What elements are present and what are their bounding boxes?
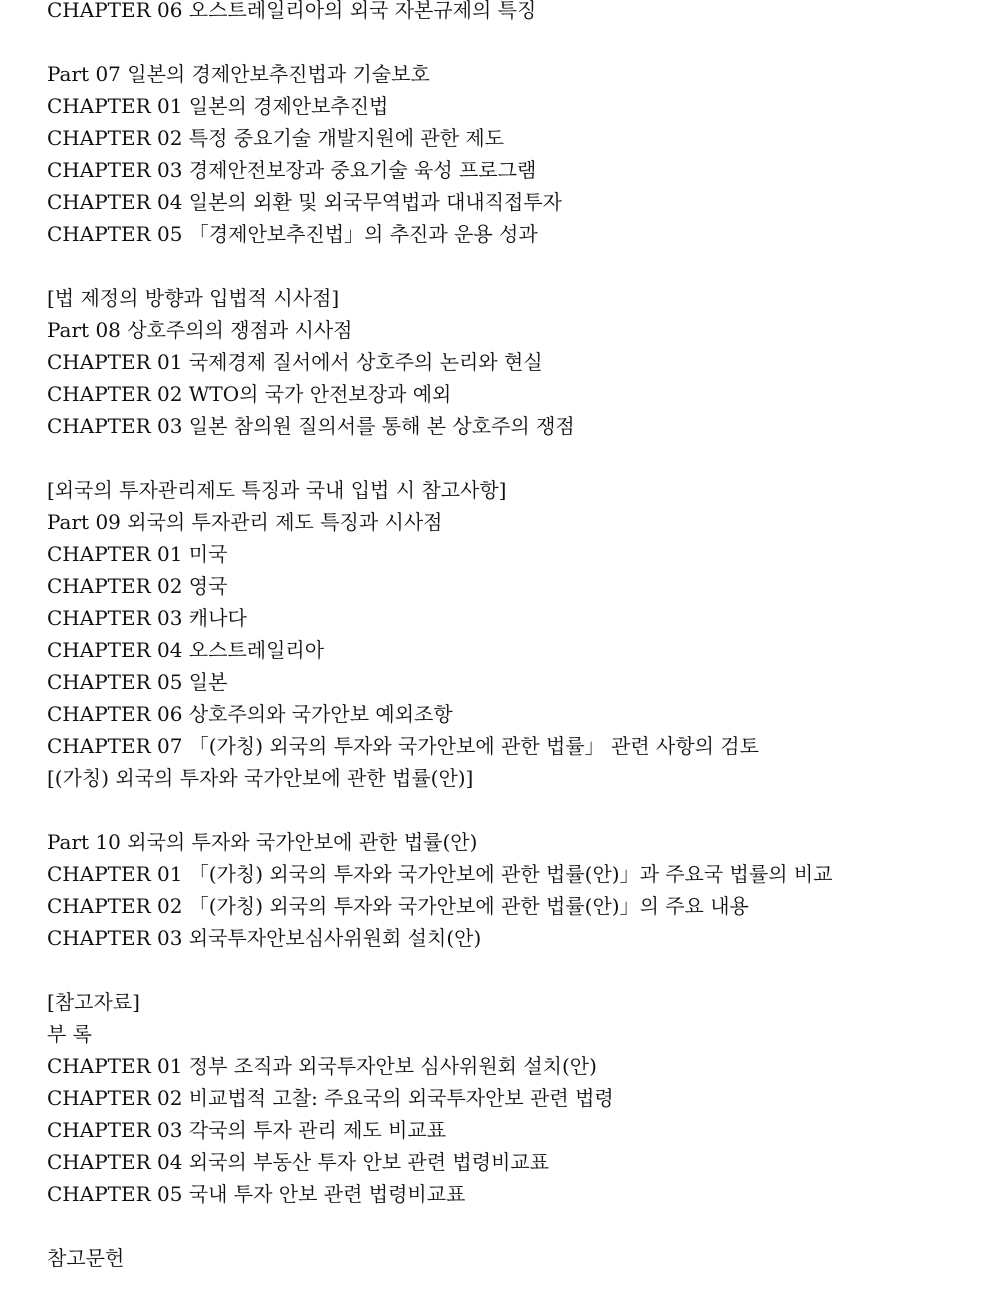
- toc-line-chapter: CHAPTER 05 「경제안보추진법」의 추진과 운용 성과: [47, 222, 538, 246]
- toc-line-chapter: CHAPTER 02 비교법적 고찰: 주요국의 외국투자안보 관련 법령: [47, 1086, 614, 1110]
- toc-line-chapter: CHAPTER 01 정부 조직과 외국투자안보 심사위원회 설치(안): [47, 1054, 597, 1078]
- toc-line-part-heading: Part 08 상호주의의 쟁점과 시사점: [47, 318, 353, 342]
- toc-line-chapter: CHAPTER 01 일본의 경제안보추진법: [47, 94, 389, 118]
- toc-line-chapter: CHAPTER 02 「(가칭) 외국의 투자와 국가안보에 관한 법률(안)」의 주요 내용: [47, 894, 749, 918]
- toc-line-chapter: CHAPTER 04 외국의 부동산 투자 안보 관련 법령비교표: [47, 1150, 550, 1174]
- section-gap: [47, 1210, 977, 1242]
- toc-line-chapter: CHAPTER 04 일본의 외환 및 외국무역법과 대내직접투자: [47, 190, 562, 214]
- toc-line-chapter: CHAPTER 03 경제안전보장과 중요기술 육성 프로그램: [47, 158, 537, 182]
- toc-line-chapter: CHAPTER 03 일본 참의원 질의서를 통해 본 상호주의 쟁점: [47, 414, 575, 438]
- toc-line-chapter: CHAPTER 03 캐나다: [47, 606, 247, 630]
- toc-line-references: 참고문헌: [47, 1246, 125, 1270]
- table-of-contents: [47, 0, 977, 1274]
- toc-line-chapter: CHAPTER 02 영국: [47, 574, 228, 598]
- toc-line-part-heading: Part 09 외국의 투자관리 제도 특징과 시사점: [47, 510, 443, 534]
- section-gap: [47, 250, 977, 282]
- toc-line-chapter: CHAPTER 01 국제경제 질서에서 상호주의 논리와 현실: [47, 350, 543, 374]
- toc-line-section-label: [참고자료]: [47, 990, 140, 1014]
- toc-line-appendix-heading: 부 록: [47, 1022, 92, 1046]
- toc-line-chapter: CHAPTER 06 상호주의와 국가안보 예외조항: [47, 702, 453, 726]
- toc-line-chapter: CHAPTER 04 오스트레일리아: [47, 638, 325, 662]
- toc-line-part-heading: Part 10 외국의 투자와 국가안보에 관한 법률(안): [47, 830, 478, 854]
- section-gap: [47, 954, 977, 986]
- toc-line-section-label: [외국의 투자관리제도 특징과 국내 입법 시 참고사항]: [47, 478, 507, 502]
- section-gap: [47, 442, 977, 474]
- section-gap: [47, 794, 977, 826]
- toc-line-chapter: CHAPTER 03 외국투자안보심사위원회 설치(안): [47, 926, 482, 950]
- toc-line-part-heading: Part 07 일본의 경제안보추진법과 기술보호: [47, 62, 430, 86]
- toc-line-chapter: CHAPTER 01 미국: [47, 542, 228, 566]
- toc-line-chapter: CHAPTER 02 특정 중요기술 개발지원에 관한 제도: [47, 126, 505, 150]
- section-gap: [47, 26, 977, 58]
- toc-line-chapter: CHAPTER 02 WTO의 국가 안전보장과 예외: [47, 382, 452, 406]
- toc-line-chapter: CHAPTER 03 각국의 투자 관리 제도 비교표: [47, 1118, 447, 1142]
- toc-line-chapter: CHAPTER 05 국내 투자 안보 관련 법령비교표: [47, 1182, 466, 1206]
- toc-line-chapter: CHAPTER 01 「(가칭) 외국의 투자와 국가안보에 관한 법률(안)」과 주요국 법률의 비교: [47, 862, 833, 886]
- toc-line-chapter: CHAPTER 06 오스트레일리아의 외국 자본규제의 특징: [47, 0, 537, 22]
- toc-line-section-label: [법 제정의 방향과 입법적 시사점]: [47, 286, 340, 310]
- toc-line-section-label: [(가칭) 외국의 투자와 국가안보에 관한 법률(안)]: [47, 766, 474, 790]
- toc-line-chapter: CHAPTER 05 일본: [47, 670, 228, 694]
- toc-line-chapter: CHAPTER 07 「(가칭) 외국의 투자와 국가안보에 관한 법률」 관련 사항의 검토: [47, 734, 759, 758]
